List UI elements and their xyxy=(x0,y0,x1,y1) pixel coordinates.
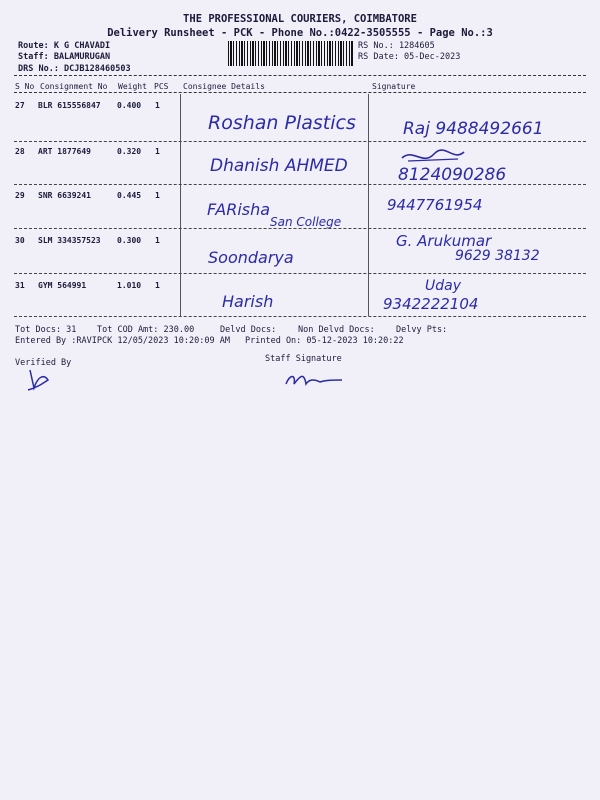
staff-label: Staff: BALAMURUGAN xyxy=(18,52,111,62)
row-signature-handwritten-line2: 9629 38132 xyxy=(455,248,540,264)
header-top-rule xyxy=(14,75,586,76)
row-weight: 0.400 xyxy=(117,101,142,110)
printed-on: Printed On: 05-12-2023 10:20:22 xyxy=(245,336,404,346)
row-consignee-handwritten: Roshan Plastics xyxy=(208,112,356,134)
row-consignee-handwritten: Dhanish AHMED xyxy=(210,156,348,176)
col-consignment: Consignment No xyxy=(40,82,108,91)
row-sno: 30 xyxy=(15,236,25,245)
row-weight: 0.445 xyxy=(117,191,142,200)
row-pcs: 1 xyxy=(155,281,160,290)
col-pcs: PCS xyxy=(154,82,169,91)
verified-by-label: Verified By xyxy=(15,358,72,368)
row-pcs: 1 xyxy=(155,101,160,110)
row-consignee-handwritten: Harish xyxy=(222,292,274,311)
row-signature-handwritten: 8124090286 xyxy=(398,165,507,185)
header-bottom-rule xyxy=(14,92,586,93)
row-divider xyxy=(14,228,586,229)
signature-column-rule xyxy=(368,94,369,316)
col-consignee: Consignee Details xyxy=(183,82,265,91)
row-signature-handwritten: Uday xyxy=(425,278,461,294)
row-weight: 0.320 xyxy=(117,147,142,156)
delivery-points: Delvy Pts: xyxy=(396,325,448,335)
row-pcs: 1 xyxy=(155,236,160,245)
total-docs: Tot Docs: 31 xyxy=(15,325,77,335)
row-signature-handwritten: 9447761954 xyxy=(387,196,483,214)
row-signature-handwritten: Raj 9488492661 xyxy=(403,119,544,139)
delivered-docs: Delvd Docs: xyxy=(220,325,277,335)
row-consignment: SLM 334357523 xyxy=(38,236,101,245)
document-title: THE PROFESSIONAL COURIERS, COIMBATORE xyxy=(183,13,417,25)
row-pcs: 1 xyxy=(155,191,160,200)
row-weight: 1.010 xyxy=(117,281,142,290)
rs-number: RS No.: 1284605 xyxy=(358,41,435,51)
row-consignment: BLR 615556847 xyxy=(38,101,101,110)
row-consignee-handwritten: Soondarya xyxy=(208,248,294,267)
row-divider xyxy=(14,184,586,185)
staff-signature-label: Staff Signature xyxy=(265,354,342,364)
staff-signature-icon xyxy=(282,368,346,392)
row-consignee-handwritten: FARisha xyxy=(207,200,271,219)
row-consignee-handwritten-line2: San College xyxy=(270,215,342,229)
row-pcs: 1 xyxy=(155,147,160,156)
col-sno: S No xyxy=(15,82,35,91)
col-signature: Signature xyxy=(372,82,416,91)
route-label: Route: K G CHAVADI xyxy=(18,41,111,51)
row-weight: 0.300 xyxy=(117,236,142,245)
total-cod-amount: Tot COD Amt: 230.00 xyxy=(97,325,195,335)
row-divider xyxy=(14,273,586,274)
row-consignment: SNR 6639241 xyxy=(38,191,91,200)
row-sno: 31 xyxy=(15,281,25,290)
row-divider xyxy=(14,141,586,142)
row-consignment: ART 1877649 xyxy=(38,147,91,156)
row-signature-handwritten-line2: 9342222104 xyxy=(383,295,479,313)
row-sno: 29 xyxy=(15,191,25,200)
col-weight: Weight xyxy=(118,82,147,91)
row-sno: 28 xyxy=(15,147,25,156)
barcode xyxy=(228,41,354,66)
consignee-column-rule xyxy=(180,94,181,316)
table-bottom-rule xyxy=(14,316,586,317)
drs-number: DRS No.: DCJB128460503 xyxy=(18,64,131,74)
row-sno: 27 xyxy=(15,101,25,110)
row-consignment: GYM 564991 xyxy=(38,281,87,290)
document-subtitle: Delivery Runsheet - PCK - Phone No.:0422-3505555 - Page No.:3 xyxy=(107,27,493,39)
rs-date: RS Date: 05-Dec-2023 xyxy=(358,52,461,62)
non-delivered-docs: Non Delvd Docs: xyxy=(298,325,375,335)
verified-signature-icon xyxy=(24,366,54,394)
row-signature-handwritten: G. Arukumar xyxy=(396,232,492,250)
entered-by: Entered By :RAVIPCK 12/05/2023 10:20:09 AM xyxy=(15,336,230,346)
